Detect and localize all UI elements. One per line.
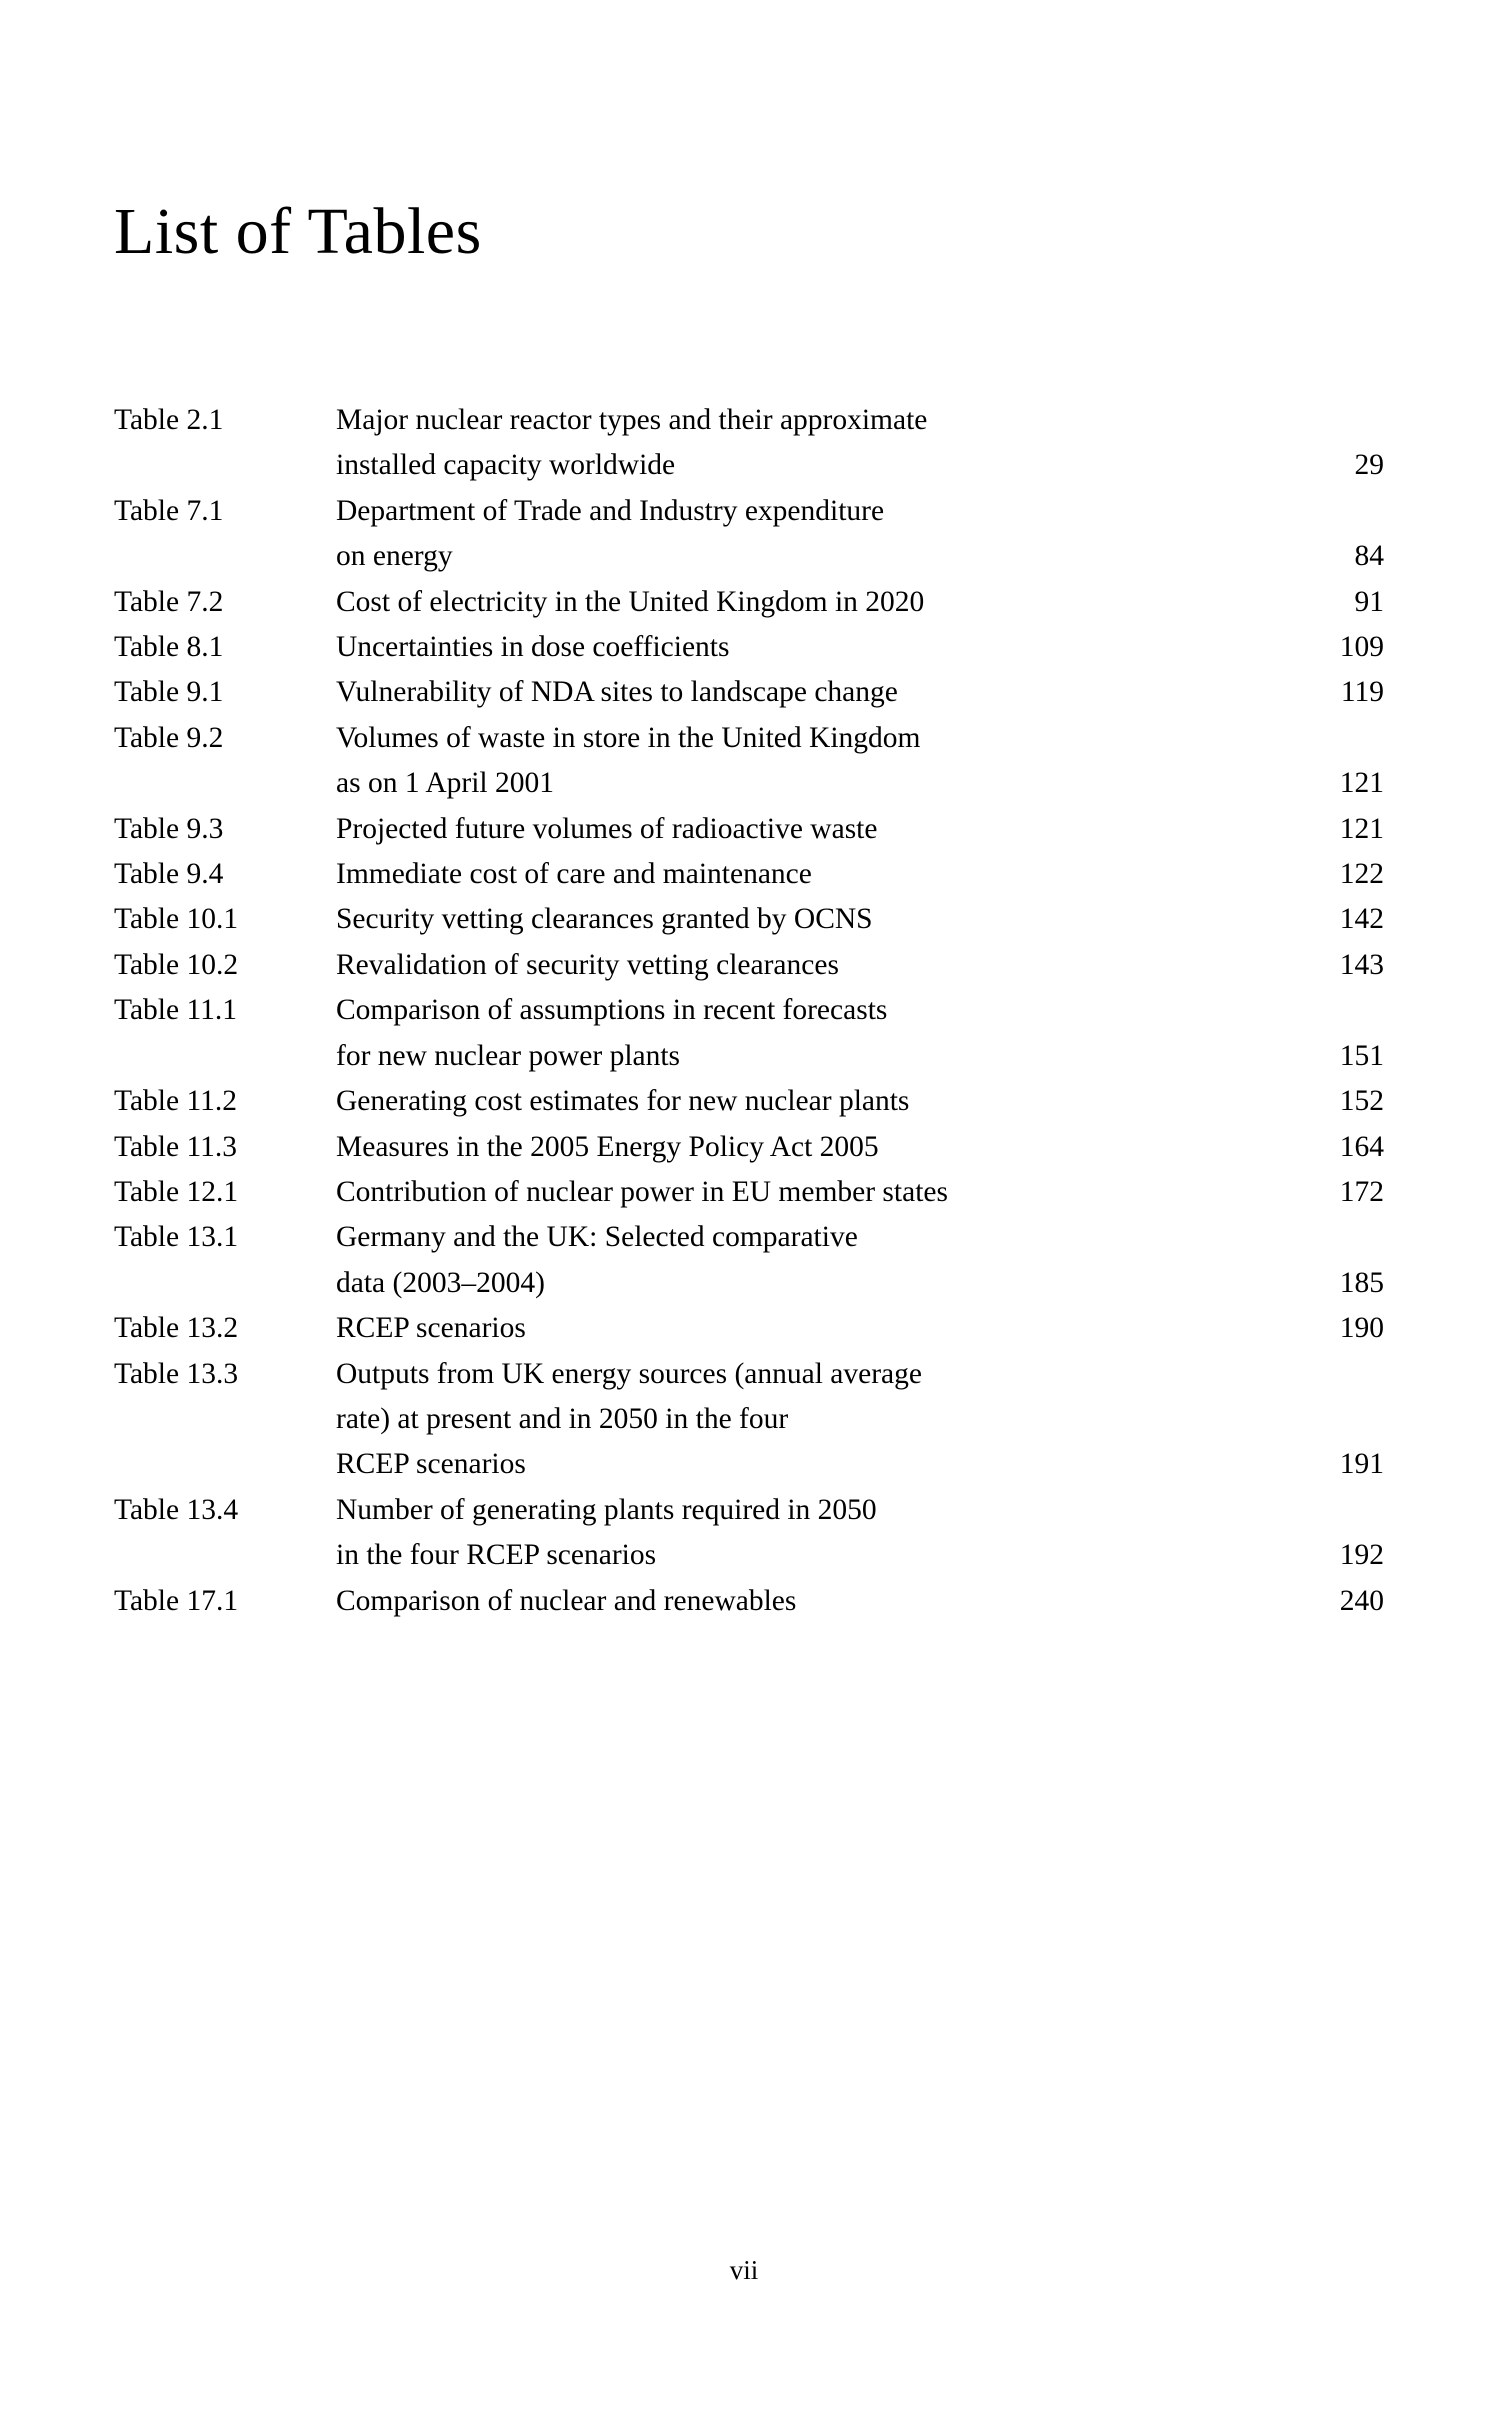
table-caption <box>336 807 1384 852</box>
table-caption-line: in the four RCEP scenarios 192 <box>336 1533 1384 1578</box>
list-item[interactable] <box>114 716 1384 807</box>
list-item[interactable] <box>114 852 1384 897</box>
list-item[interactable] <box>114 398 1384 489</box>
page-number: 172 <box>1339 1175 1384 1208</box>
table-caption-line: Immediate cost of care and maintenance 122 <box>336 852 1384 897</box>
table-caption-line: Generating cost estimates for new nuclear plants 152 <box>336 1079 1384 1124</box>
table-caption-line: Security vetting clearances granted by OCNS 142 <box>336 897 1384 942</box>
page-number: 191 <box>1339 1448 1384 1481</box>
page-folio: vii <box>729 2255 759 2285</box>
page-number: 192 <box>1339 1539 1384 1572</box>
table-number-label: Table 13.4 <box>114 1493 239 1526</box>
table-caption <box>336 852 1384 897</box>
table-number-label: Table 2.1 <box>114 404 224 436</box>
page-number: 119 <box>1340 676 1384 709</box>
table-caption-line: Comparison of nuclear and renewables 240 <box>336 1579 1384 1624</box>
page-number: 240 <box>1339 1584 1384 1617</box>
page-number: 122 <box>1339 858 1384 891</box>
table-caption-line: RCEP scenarios 190 <box>336 1306 1384 1351</box>
table-caption-line: Uncertainties in dose coefficients 109 <box>336 625 1384 670</box>
table-caption-line: Vulnerability of NDA sites to landscape change 119 <box>336 670 1384 715</box>
page-number: 84 <box>1354 540 1384 573</box>
table-caption <box>336 625 1384 670</box>
table-caption-line: Contribution of nuclear power in EU member states 172 <box>336 1170 1384 1215</box>
table-number-label: Table 17.1 <box>114 1584 239 1617</box>
table-caption-line: Cost of electricity in the United Kingdom in 2020 91 <box>336 580 1384 625</box>
table-caption <box>336 1488 1384 1579</box>
table-caption-line: Measures in the 2005 Energy Policy Act 2005 164 <box>336 1125 1384 1170</box>
list-item[interactable] <box>114 897 1384 942</box>
table-number-label: Table 7.1 <box>114 494 224 527</box>
table-caption <box>336 1306 1384 1351</box>
list-item[interactable] <box>114 489 1384 580</box>
table-caption <box>336 670 1384 715</box>
table-number-label: Table 11.1 <box>114 994 237 1027</box>
table-caption <box>336 988 1384 1079</box>
table-caption-line: Department of Trade and Industry expenditure <box>336 494 885 527</box>
page-number: 109 <box>1339 631 1384 664</box>
list-item[interactable] <box>114 1170 1384 1215</box>
page-number: 29 <box>1354 449 1384 482</box>
list-item[interactable] <box>114 1579 1384 1624</box>
table-caption-line: Projected future volumes of radioactive waste 121 <box>336 807 1384 852</box>
page-number: 185 <box>1339 1266 1384 1299</box>
table-number-label: Table 12.1 <box>114 1175 239 1208</box>
page-number: 164 <box>1339 1130 1384 1163</box>
page-number: 91 <box>1354 585 1384 618</box>
list-of-tables <box>114 398 1384 1624</box>
list-item[interactable] <box>114 1079 1384 1124</box>
table-caption-line: RCEP scenarios 191 <box>336 1442 1384 1487</box>
list-item[interactable] <box>114 1125 1384 1170</box>
table-number-label: Table 13.3 <box>114 1357 239 1390</box>
table-caption <box>336 1079 1384 1124</box>
list-item[interactable] <box>114 1352 1384 1488</box>
table-caption <box>336 1352 1384 1488</box>
list-item[interactable] <box>114 1306 1384 1351</box>
table-caption <box>336 1170 1384 1215</box>
table-caption <box>336 716 1384 807</box>
table-caption-line: for new nuclear power plants 151 <box>336 1034 1384 1079</box>
page-number: 121 <box>1339 812 1384 845</box>
table-caption <box>336 489 1384 580</box>
table-caption-line: as on 1 April 2001 121 <box>336 761 1384 806</box>
page-number: 142 <box>1339 903 1384 936</box>
table-number-label: Table 10.2 <box>114 948 239 981</box>
table-number-label: Table 11.2 <box>114 1085 237 1118</box>
page-number: 190 <box>1339 1312 1384 1345</box>
table-caption-line: data (2003–2004) 185 <box>336 1261 1384 1306</box>
list-item[interactable] <box>114 670 1384 715</box>
table-caption-line: Revalidation of security vetting clearances 143 <box>336 943 1384 988</box>
table-caption-line: Volumes of waste in store in the United Kingdom <box>336 721 921 754</box>
table-caption-line: installed capacity worldwide 29 <box>336 443 1384 488</box>
list-item[interactable] <box>114 1215 1384 1306</box>
table-number-label: Table 9.2 <box>114 721 224 754</box>
table-caption <box>336 1125 1384 1170</box>
table-caption <box>336 1579 1384 1624</box>
table-number-label: Table 10.1 <box>114 903 239 936</box>
list-item[interactable] <box>114 580 1384 625</box>
table-number-label: Table 9.4 <box>114 858 224 891</box>
page-number: 143 <box>1339 948 1384 981</box>
table-number-label: Table 9.1 <box>114 676 224 709</box>
list-item[interactable] <box>114 943 1384 988</box>
list-item[interactable] <box>114 988 1384 1079</box>
table-caption-line: Major nuclear reactor types and their approximate <box>336 404 928 436</box>
table-caption <box>336 580 1384 625</box>
table-caption <box>336 897 1384 942</box>
list-item[interactable] <box>114 625 1384 670</box>
list-item[interactable] <box>114 807 1384 852</box>
table-caption-line: rate) at present and in 2050 in the four <box>336 1402 789 1435</box>
table-caption <box>336 943 1384 988</box>
page-number: 151 <box>1339 1039 1384 1072</box>
table-number-label: Table 8.1 <box>114 631 224 664</box>
page-title: List of Tables <box>114 195 482 269</box>
table-number-label: Table 11.3 <box>114 1130 237 1163</box>
table-number-label: Table 9.3 <box>114 812 224 845</box>
table-caption-line: Outputs from UK energy sources (annual average <box>336 1357 922 1390</box>
table-number-label: Table 13.1 <box>114 1221 239 1254</box>
table-number-label: Table 7.2 <box>114 585 224 618</box>
table-number-label: Table 13.2 <box>114 1312 239 1345</box>
table-caption <box>336 398 1384 489</box>
page-number: 152 <box>1339 1085 1384 1118</box>
list-item[interactable] <box>114 1488 1384 1579</box>
table-caption-line: on energy 84 <box>336 534 1384 579</box>
table-caption-line: Germany and the UK: Selected comparative <box>336 1221 858 1254</box>
page-number: 121 <box>1339 767 1384 800</box>
table-caption-line: Comparison of assumptions in recent forecasts <box>336 994 888 1027</box>
table-caption-line: Number of generating plants required in 2050 <box>336 1493 877 1526</box>
table-caption <box>336 1215 1384 1306</box>
